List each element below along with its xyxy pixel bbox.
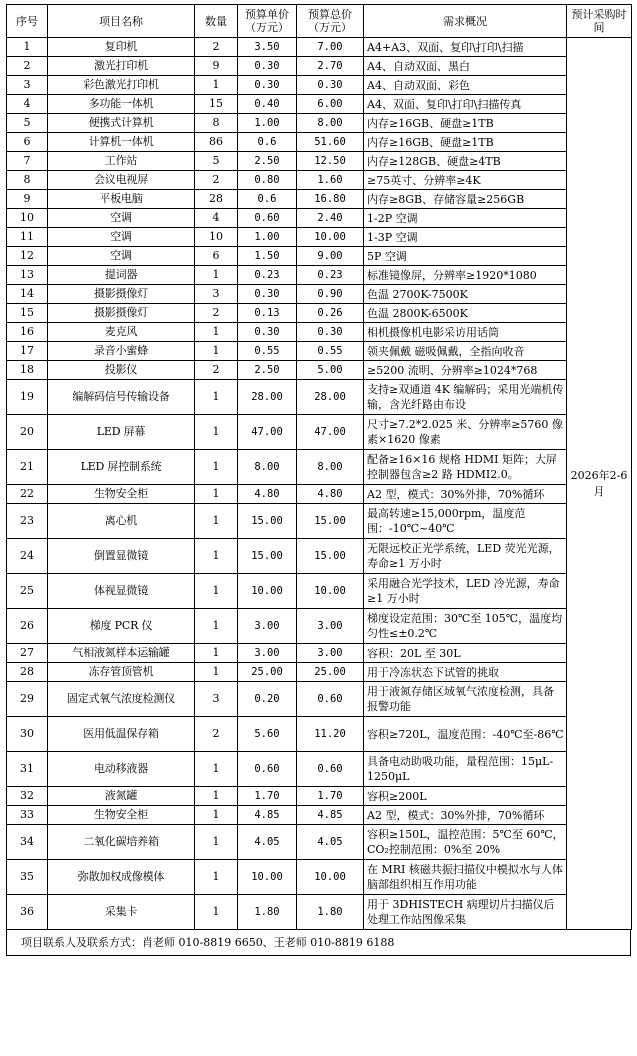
cell-qty: 1 [195,342,238,361]
cell-item-name: 空调 [48,247,195,266]
cell-item-name: 会议电视屏 [48,171,195,190]
cell-seq: 25 [7,574,48,609]
contact-footer: 项目联系人及联系方式：肖老师 010-8819 6650、王老师 010-8819 6188 [6,930,631,956]
cell-qty: 1 [195,485,238,504]
cell-qty: 3 [195,682,238,717]
cell-item-name: 录音小蜜蜂 [48,342,195,361]
cell-total-price: 15.00 [297,539,364,574]
cell-item-name: 摄影摄像灯 [48,304,195,323]
cell-item-name: 工作站 [48,152,195,171]
cell-item-name: 电动移液器 [48,752,195,787]
cell-seq: 29 [7,682,48,717]
table-row [7,450,632,485]
cell-qty: 1 [195,787,238,806]
cell-desc: 无限远校正光学系统，LED 荧光光源，寿命≥1 万小时 [364,539,567,574]
cell-total-price: 4.05 [297,825,364,860]
cell-item-name: 医用低温保存箱 [48,717,195,752]
cell-total-price: 0.26 [297,304,364,323]
table-row [7,682,632,717]
cell-total-price: 3.00 [297,644,364,663]
table-row [7,380,632,415]
cell-desc: 梯度设定范围：30℃至 105℃，温度均匀性≤±0.2℃ [364,609,567,644]
cell-unit-price: 0.55 [238,342,297,361]
cell-unit-price: 0.6 [238,190,297,209]
cell-total-price: 0.60 [297,752,364,787]
cell-unit-price: 15.00 [238,504,297,539]
table-row [7,787,632,806]
cell-seq: 7 [7,152,48,171]
cell-item-name: 生物安全柜 [48,485,195,504]
cell-qty: 6 [195,247,238,266]
cell-total-price: 10.00 [297,574,364,609]
cell-seq: 10 [7,209,48,228]
cell-desc: 5P 空调 [364,247,567,266]
cell-seq: 22 [7,485,48,504]
table-row [7,152,632,171]
cell-desc: 色温 2800K-6500K [364,304,567,323]
cell-desc: 支持≥双通道 4K 编解码；采用光端机传输，含光纤路由布设 [364,380,567,415]
cell-unit-price: 3.00 [238,609,297,644]
table-row [7,717,632,752]
cell-item-name: 空调 [48,228,195,247]
cell-desc: 容积≥200L [364,787,567,806]
cell-unit-price: 5.60 [238,717,297,752]
table-row [7,663,632,682]
cell-qty: 1 [195,752,238,787]
cell-total-price: 51.60 [297,133,364,152]
cell-seq: 5 [7,114,48,133]
cell-qty: 2 [195,171,238,190]
cell-desc: 容积≥150L，温控范围：5℃至 60℃，CO₂控制范围：0%至 20% [364,825,567,860]
cell-unit-price: 3.50 [238,38,297,57]
cell-qty: 5 [195,152,238,171]
cell-qty: 3 [195,285,238,304]
table-row [7,860,632,895]
cell-seq: 12 [7,247,48,266]
cell-total-price: 2.40 [297,209,364,228]
cell-unit-price: 0.6 [238,133,297,152]
cell-item-name: LED 屏幕 [48,415,195,450]
cell-item-name: 编解码信号传输设备 [48,380,195,415]
cell-item-name: 麦克风 [48,323,195,342]
cell-total-price: 0.23 [297,266,364,285]
cell-total-price: 8.00 [297,114,364,133]
cell-item-name: 便携式计算机 [48,114,195,133]
cell-desc: 用于液氮存储区域氧气浓度检测，具备报警功能 [364,682,567,717]
table-row [7,95,632,114]
table-row [7,228,632,247]
cell-item-name: 弥散加权成像模体 [48,860,195,895]
cell-qty: 86 [195,133,238,152]
table-row [7,285,632,304]
cell-qty: 1 [195,450,238,485]
table-row [7,574,632,609]
cell-qty: 1 [195,644,238,663]
cell-unit-price: 15.00 [238,539,297,574]
cell-total-price: 0.90 [297,285,364,304]
cell-total-price: 1.60 [297,171,364,190]
cell-desc: 领夹佩戴 磁吸佩戴，全指向收音 [364,342,567,361]
cell-total-price: 0.30 [297,323,364,342]
header-unit-price: 预算单价（万元） [238,5,297,38]
cell-seq: 19 [7,380,48,415]
cell-desc: 配备≥16×16 规格 HDMI 矩阵；大屏控制器包含≥2 路 HDMI2.0。 [364,450,567,485]
cell-item-name: LED 屏控制系统 [48,450,195,485]
cell-total-price: 10.00 [297,228,364,247]
cell-total-price: 4.85 [297,806,364,825]
cell-unit-price: 3.00 [238,644,297,663]
cell-unit-price: 1.50 [238,247,297,266]
cell-desc: 色温 2700K-7500K [364,285,567,304]
cell-qty: 1 [195,825,238,860]
table-row [7,304,632,323]
table-row [7,38,632,57]
cell-item-name: 气相液氮样本运输罐 [48,644,195,663]
cell-qty: 1 [195,574,238,609]
cell-qty: 2 [195,717,238,752]
cell-total-price: 4.80 [297,485,364,504]
cell-seq: 4 [7,95,48,114]
cell-qty: 8 [195,114,238,133]
cell-total-price: 11.20 [297,717,364,752]
cell-desc: 内存≥8GB、存储容量≥256GB [364,190,567,209]
cell-purchase-time: 2026年2-6月 [567,38,632,930]
cell-qty: 1 [195,380,238,415]
cell-seq: 9 [7,190,48,209]
cell-seq: 13 [7,266,48,285]
table-row [7,209,632,228]
cell-total-price: 47.00 [297,415,364,450]
table-row [7,644,632,663]
cell-item-name: 冻存管顶管机 [48,663,195,682]
cell-desc: 容积：20L 至 30L [364,644,567,663]
table-row [7,266,632,285]
cell-total-price: 10.00 [297,860,364,895]
procurement-table-container [6,4,631,956]
cell-seq: 35 [7,860,48,895]
cell-qty: 1 [195,323,238,342]
cell-item-name: 提词器 [48,266,195,285]
table-row [7,323,632,342]
cell-qty: 2 [195,304,238,323]
cell-total-price: 25.00 [297,663,364,682]
cell-unit-price: 0.80 [238,171,297,190]
cell-unit-price: 4.85 [238,806,297,825]
cell-unit-price: 4.05 [238,825,297,860]
cell-unit-price: 0.23 [238,266,297,285]
cell-unit-price: 0.60 [238,752,297,787]
table-body [7,38,632,930]
cell-total-price: 8.00 [297,450,364,485]
cell-item-name: 液氮罐 [48,787,195,806]
table-row [7,361,632,380]
cell-seq: 15 [7,304,48,323]
table-row [7,57,632,76]
cell-item-name: 倒置显微镜 [48,539,195,574]
cell-qty: 1 [195,266,238,285]
table-row [7,247,632,266]
cell-unit-price: 0.30 [238,76,297,95]
table-row [7,190,632,209]
cell-total-price: 15.00 [297,504,364,539]
cell-unit-price: 25.00 [238,663,297,682]
cell-qty: 4 [195,209,238,228]
cell-desc: 尺寸≥7.2*2.025 米、分辨率≥5760 像素×1620 像素 [364,415,567,450]
cell-total-price: 7.00 [297,38,364,57]
header-time: 预计采购时间 [567,5,632,38]
header-name: 项目名称 [48,5,195,38]
cell-seq: 31 [7,752,48,787]
cell-unit-price: 2.50 [238,152,297,171]
cell-desc: 采用融合光学技术，LED 冷光源，寿命≥1 万小时 [364,574,567,609]
cell-qty: 1 [195,663,238,682]
cell-seq: 6 [7,133,48,152]
cell-seq: 28 [7,663,48,682]
cell-desc: 相机摄像机电影采访用话筒 [364,323,567,342]
cell-desc: 容积≥720L，温度范围：-40℃至-86℃ [364,717,567,752]
cell-total-price: 16.80 [297,190,364,209]
cell-desc: A4、双面、复印\打印\扫描传真 [364,95,567,114]
cell-unit-price: 0.13 [238,304,297,323]
cell-item-name: 激光打印机 [48,57,195,76]
cell-total-price: 2.70 [297,57,364,76]
cell-desc: 最高转速≥15,000rpm，温度范围：-10℃~40℃ [364,504,567,539]
cell-seq: 26 [7,609,48,644]
cell-unit-price: 10.00 [238,860,297,895]
table-row [7,76,632,95]
cell-desc: 内存≥16GB、硬盘≥1TB [364,114,567,133]
cell-desc: A4、自动双面、彩色 [364,76,567,95]
cell-seq: 23 [7,504,48,539]
cell-qty: 1 [195,76,238,95]
header-qty: 数量 [195,5,238,38]
table-row [7,485,632,504]
cell-desc: 1-3P 空调 [364,228,567,247]
cell-total-price: 12.50 [297,152,364,171]
cell-item-name: 投影仪 [48,361,195,380]
cell-desc: 内存≥128GB、硬盘≥4TB [364,152,567,171]
cell-qty: 15 [195,95,238,114]
table-row [7,504,632,539]
cell-item-name: 梯度 PCR 仪 [48,609,195,644]
cell-seq: 2 [7,57,48,76]
cell-total-price: 0.30 [297,76,364,95]
cell-desc: A2 型，模式：30%外排，70%循环 [364,806,567,825]
cell-qty: 1 [195,806,238,825]
cell-seq: 27 [7,644,48,663]
cell-qty: 1 [195,504,238,539]
cell-unit-price: 0.30 [238,57,297,76]
cell-unit-price: 0.60 [238,209,297,228]
cell-unit-price: 47.00 [238,415,297,450]
cell-item-name: 计算机一体机 [48,133,195,152]
cell-item-name: 固定式氧气浓度检测仪 [48,682,195,717]
header-row [7,5,632,38]
table-row [7,609,632,644]
cell-item-name: 体视显微镜 [48,574,195,609]
header-seq: 序号 [7,5,48,38]
cell-item-name: 摄影摄像灯 [48,285,195,304]
cell-desc: A4+A3、双面、复印\打印\扫描 [364,38,567,57]
cell-seq: 36 [7,895,48,930]
cell-qty: 1 [195,609,238,644]
cell-qty: 1 [195,895,238,930]
table-row [7,133,632,152]
cell-total-price: 0.60 [297,682,364,717]
cell-seq: 14 [7,285,48,304]
cell-unit-price: 1.00 [238,228,297,247]
cell-unit-price: 0.20 [238,682,297,717]
cell-qty: 1 [195,860,238,895]
cell-unit-price: 0.30 [238,323,297,342]
cell-seq: 20 [7,415,48,450]
cell-unit-price: 0.40 [238,95,297,114]
cell-total-price: 1.80 [297,895,364,930]
cell-total-price: 28.00 [297,380,364,415]
table-row [7,895,632,930]
cell-unit-price: 28.00 [238,380,297,415]
cell-seq: 21 [7,450,48,485]
cell-qty: 1 [195,415,238,450]
cell-item-name: 二氧化碳培养箱 [48,825,195,860]
cell-item-name: 离心机 [48,504,195,539]
table-row [7,825,632,860]
cell-total-price: 5.00 [297,361,364,380]
cell-qty: 2 [195,38,238,57]
cell-desc: ≥75英寸、分辨率≥4K [364,171,567,190]
cell-seq: 24 [7,539,48,574]
cell-seq: 1 [7,38,48,57]
cell-item-name: 平板电脑 [48,190,195,209]
cell-seq: 3 [7,76,48,95]
cell-desc: 用于冷冻状态下试管的挑取 [364,663,567,682]
cell-seq: 8 [7,171,48,190]
cell-seq: 32 [7,787,48,806]
cell-desc: A4、自动双面、黑白 [364,57,567,76]
cell-item-name: 空调 [48,209,195,228]
cell-qty: 1 [195,539,238,574]
cell-seq: 33 [7,806,48,825]
cell-total-price: 0.55 [297,342,364,361]
cell-desc: 内存≥16GB、硬盘≥1TB [364,133,567,152]
cell-seq: 18 [7,361,48,380]
cell-qty: 10 [195,228,238,247]
table-row [7,342,632,361]
cell-item-name: 复印机 [48,38,195,57]
cell-qty: 28 [195,190,238,209]
cell-unit-price: 1.70 [238,787,297,806]
cell-unit-price: 1.80 [238,895,297,930]
cell-desc: 1-2P 空调 [364,209,567,228]
table-row [7,806,632,825]
cell-total-price: 6.00 [297,95,364,114]
table-row [7,539,632,574]
cell-desc: 标准镜像屏，分辨率≥1920*1080 [364,266,567,285]
header-desc: 需求概况 [364,5,567,38]
cell-item-name: 多功能一体机 [48,95,195,114]
cell-desc: 用于 3DHISTECH 病理切片扫描仪后处理工作站图像采集 [364,895,567,930]
cell-total-price: 9.00 [297,247,364,266]
cell-total-price: 3.00 [297,609,364,644]
cell-item-name: 彩色激光打印机 [48,76,195,95]
cell-item-name: 生物安全柜 [48,806,195,825]
cell-desc: A2 型，模式：30%外排，70%循环 [364,485,567,504]
header-total-price: 预算总价（万元） [297,5,364,38]
cell-unit-price: 4.80 [238,485,297,504]
cell-unit-price: 0.30 [238,285,297,304]
cell-qty: 2 [195,361,238,380]
cell-seq: 17 [7,342,48,361]
cell-unit-price: 8.00 [238,450,297,485]
cell-item-name: 采集卡 [48,895,195,930]
cell-seq: 34 [7,825,48,860]
cell-desc: 具备电动助吸功能，量程范围：15μL-1250μL [364,752,567,787]
table-row [7,752,632,787]
cell-seq: 16 [7,323,48,342]
cell-unit-price: 1.00 [238,114,297,133]
procurement-table [6,4,632,930]
cell-unit-price: 2.50 [238,361,297,380]
table-row [7,114,632,133]
cell-seq: 30 [7,717,48,752]
cell-desc: 在 MRI 核磁共振扫描仪中模拟水与人体脑部组织相互作用功能 [364,860,567,895]
cell-desc: ≥5200 流明、分辨率≥1024*768 [364,361,567,380]
table-row [7,171,632,190]
cell-total-price: 1.70 [297,787,364,806]
cell-unit-price: 10.00 [238,574,297,609]
cell-qty: 9 [195,57,238,76]
table-row [7,415,632,450]
cell-seq: 11 [7,228,48,247]
